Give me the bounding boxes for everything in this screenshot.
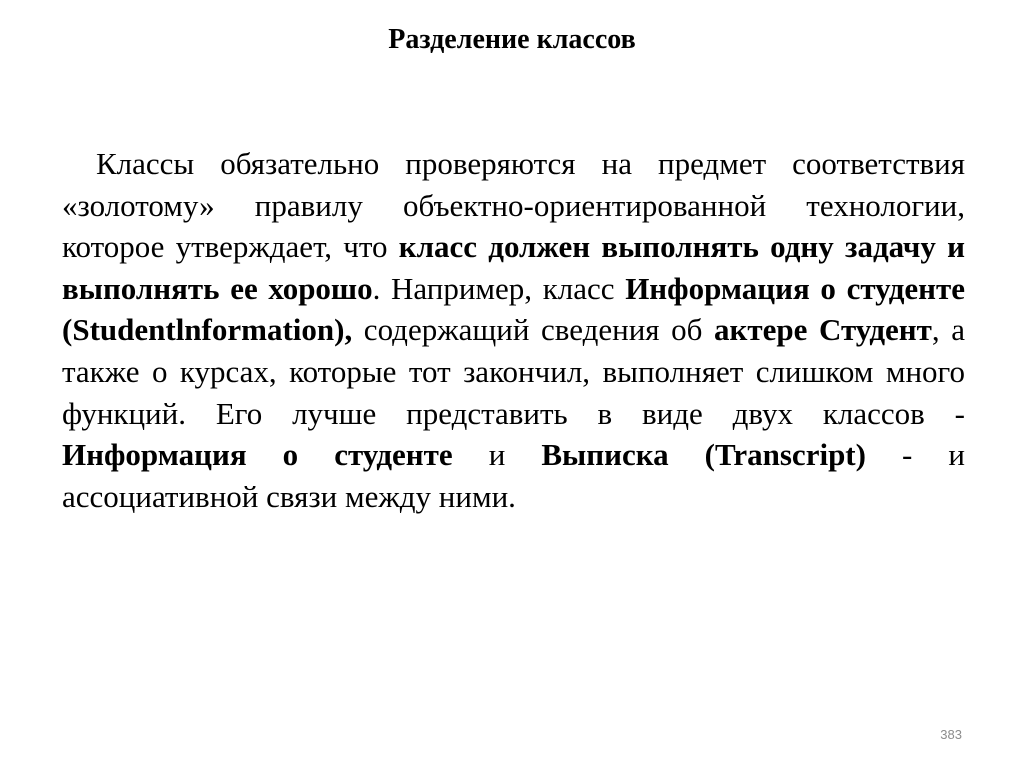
slide-paragraph [62, 143, 965, 517]
bold-rule: класс должен выполнять одну задачу и выполнять ее хорошо [62, 229, 966, 306]
text-segment-1: Классы обязательно проверяются на предмет соответствия «золотому» правилу объектно-ориентированной технологии, которое утверждает, что [62, 146, 965, 265]
bold-transcript: Выписка (Transcript) [541, 437, 866, 473]
bold-student-information: Информация о студенте [62, 437, 453, 473]
slide-title: Разделение классов [388, 24, 636, 55]
text-segment-4: , а также о курсах, которые тот закончил, выполняет слишком много функций. Его лучше представить в виде двух классов - [62, 312, 965, 431]
text-segment-6: - и ассоциативной связи между ними. [62, 437, 966, 514]
text-segment-5: и [452, 437, 542, 473]
bold-actor-student: актере Студент [714, 312, 932, 348]
text-segment-2: . Например, класс [372, 270, 626, 306]
text-segment-3: содержащий сведения об [352, 312, 715, 348]
bold-class-student-information: Информация о студенте (Studentlnformation), [62, 270, 966, 348]
page-number: 383 [940, 727, 962, 742]
